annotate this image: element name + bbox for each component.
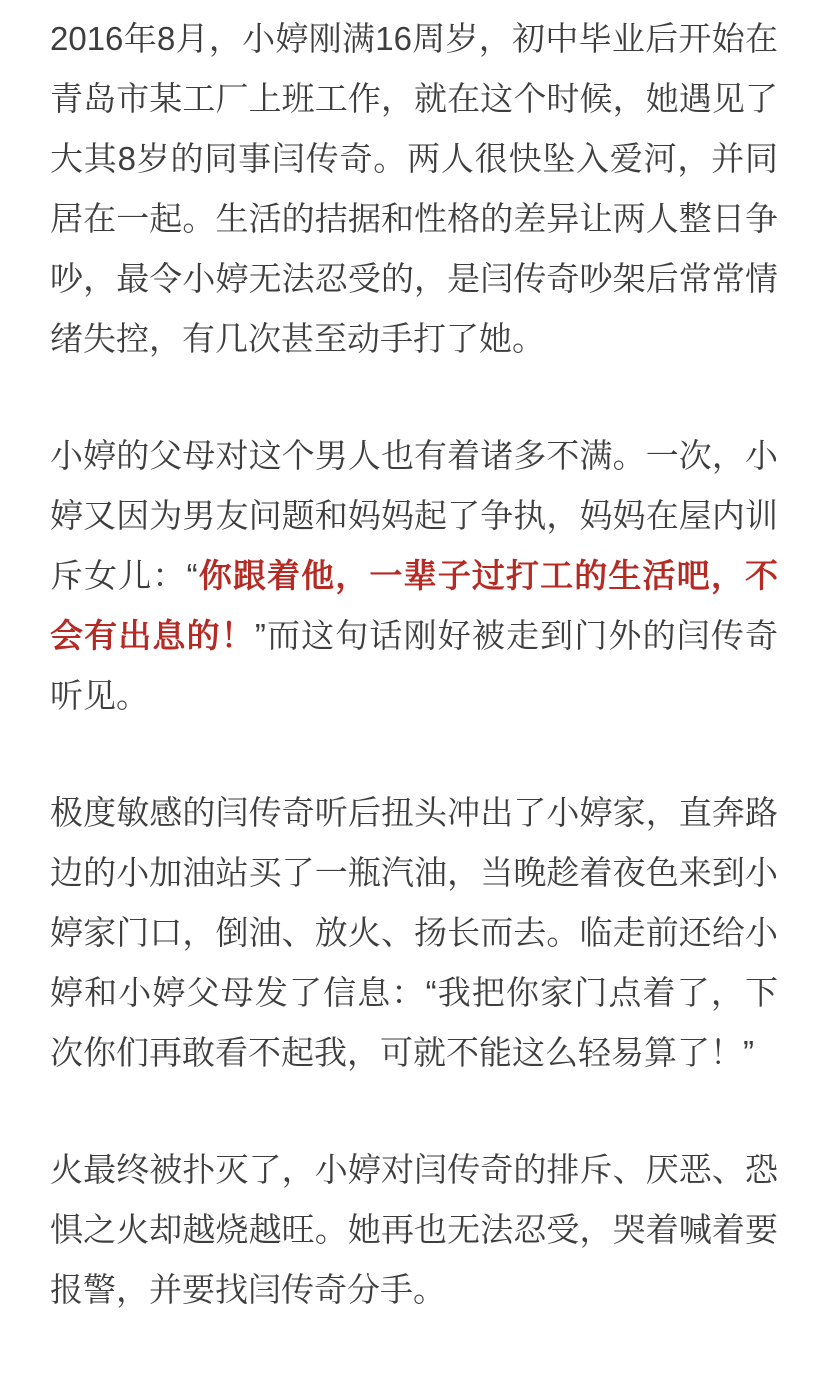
paragraph-2 — [50, 426, 778, 726]
paragraph-2-text-before-quote: 小婷的父母对这个男人也有着诸多不满。一次，小婷又因为男友问题和妈妈起了争执，妈妈在屋内训斥女儿：“ — [50, 437, 778, 594]
highlighted-quote-text: 你跟着他，一辈子过打工的生活吧，不会有出息的！ — [50, 557, 778, 654]
paragraph-2-text-after-quote: ”而这句话刚好被走到门外的闫传奇听见。 — [50, 617, 778, 714]
paragraph-4: 火最终被扑灭了，小婷对闫传奇的排斥、厌恶、恐惧之火却越烧越旺。她再也无法忍受，哭着喊着要报警，并要找闫传奇分手。 — [50, 1151, 778, 1308]
paragraph-1: 2016年8月，小婷刚满16周岁，初中毕业后开始在青岛市某工厂上班工作，就在这个时候，她遇见了大其8岁的同事闫传奇。两人很快坠入爱河，并同居在一起。生活的拮据和性格的差异让两人整日争吵，最令小婷无法忍受的，是闫传奇吵架后常常情绪失控，有几次甚至动手打了她。 — [50, 20, 778, 357]
paragraph-3: 极度敏感的闫传奇听后扭头冲出了小婷家，直奔路边的小加油站买了一瓶汽油，当晚趁着夜色来到小婷家门口，倒油、放火、扬长而去。临走前还给小婷和小婷父母发了信息：“我把你家门点着了，下次你们再敢看不起我，可就不能这么轻易算了！” — [50, 794, 778, 1071]
